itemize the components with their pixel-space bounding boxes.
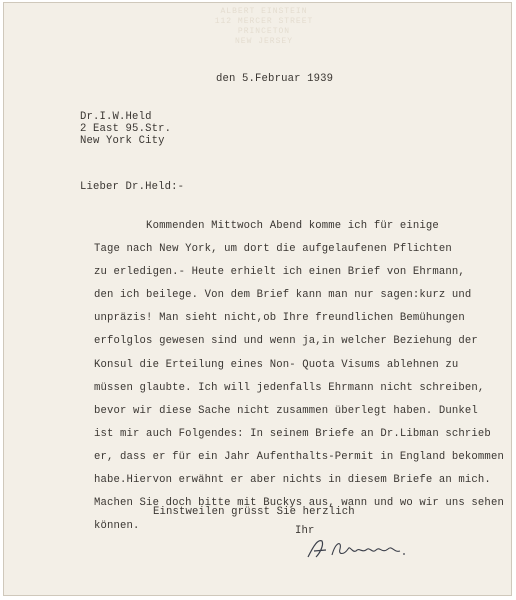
closing-word: Ihr bbox=[295, 525, 315, 537]
body-line: können. bbox=[94, 520, 140, 533]
body-line: Kommenden Mittwoch Abend komme ich für einige bbox=[94, 220, 439, 232]
recipient-street: 2 East 95.Str. bbox=[80, 123, 172, 135]
body-line: müssen glaubte. Ich will jedenfalls Ehrmann nicht schreiben, bbox=[94, 381, 485, 394]
body-line: Tage nach New York, um dort die aufgelaufenen Pflichten bbox=[94, 243, 452, 256]
body-line: erfolglos gewesen sind und wenn ja,in welcher Beziehung der bbox=[94, 335, 478, 348]
recipient-city: New York City bbox=[80, 135, 165, 147]
body-line: Konsul die Erteilung eines Non- Quota Visums ablehnen zu bbox=[94, 358, 459, 371]
letterhead-line: PRINCETON bbox=[237, 27, 291, 36]
letterhead-line: 112 MERCER STREET bbox=[214, 17, 314, 26]
letterhead-embossed bbox=[209, 7, 319, 47]
recipient-address bbox=[80, 111, 171, 147]
handwritten-signature bbox=[304, 535, 414, 568]
recipient-name: Dr.I.W.Held bbox=[80, 111, 152, 123]
body-line: unpräzis! Man sieht nicht,ob Ihre freundlichen Bemühungen bbox=[94, 312, 465, 325]
body-line: habe.Hiervon erwähnt er aber nichts in diesem Briefe an mich. bbox=[94, 474, 491, 487]
salutation: Lieber Dr.Held:- bbox=[80, 181, 185, 193]
closing-phrase: Einstweilen grüsst Sie herzlich bbox=[153, 506, 355, 518]
body-line: ist mir auch Folgendes: In seinem Briefe an Dr.Libman schrieb bbox=[94, 427, 491, 440]
letter-page bbox=[3, 2, 512, 596]
letterhead-line: ALBERT EINSTEIN bbox=[220, 7, 308, 16]
letter-body bbox=[94, 215, 504, 538]
body-line: er, dass er für ein Jahr Aufenthalts-Permit in England bekommen bbox=[94, 450, 504, 463]
body-line: den ich beilege. Von dem Brief kann man nur sagen:kurz und bbox=[94, 289, 472, 302]
body-line: bevor wir diese Sache nicht zusammen überlegt haben. Dunkel bbox=[94, 404, 478, 417]
letterhead-line: NEW JERSEY bbox=[234, 37, 293, 46]
body-line: Machen Sie doch bitte mit Buckys aus, wann und wo wir uns sehen bbox=[94, 497, 504, 510]
letter-date: den 5.Februar 1939 bbox=[216, 73, 334, 85]
body-line: zu erledigen.- Heute erhielt ich einen Brief von Ehrmann, bbox=[94, 266, 465, 279]
